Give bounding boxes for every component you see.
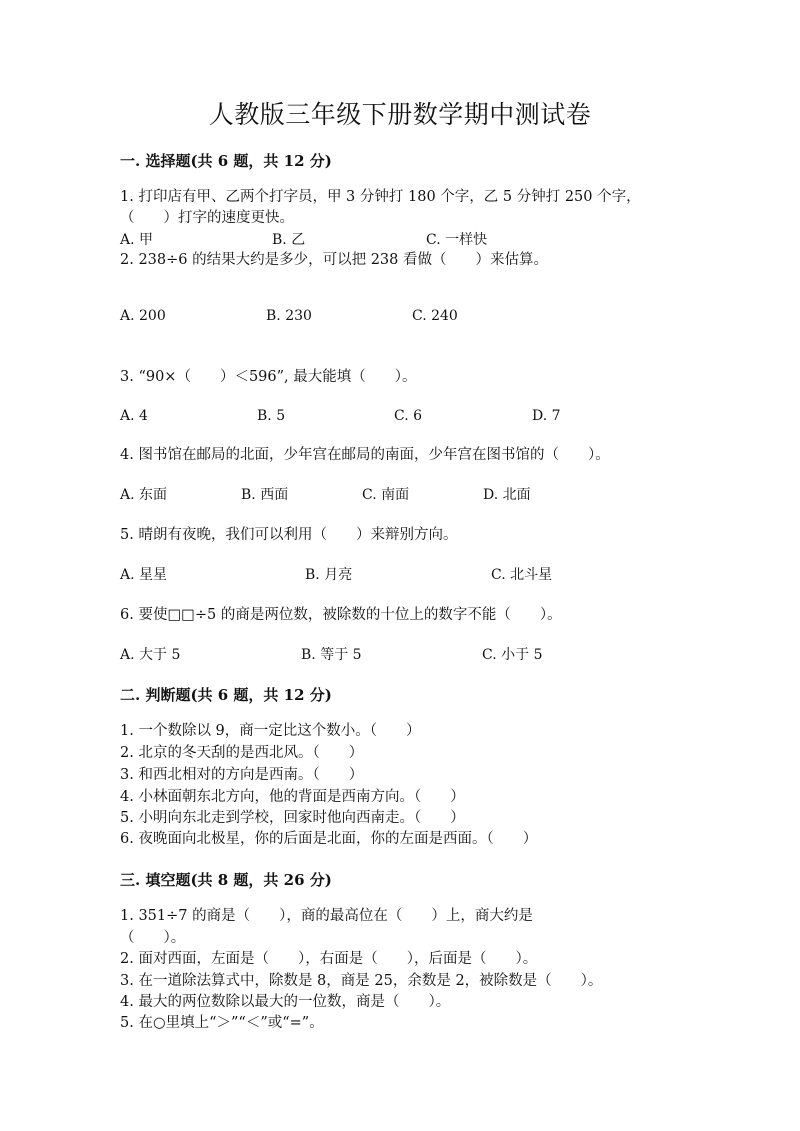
page-title: 人教版三年级下册数学期中测试卷 — [208, 100, 592, 129]
question-1-text-cont: （ ）打字的速度更快。 — [120, 210, 294, 226]
question-1-option-a: A. 甲 — [120, 232, 154, 248]
question-1-option-b: B. 乙 — [272, 232, 306, 248]
question-1-text: 1. 打印店有甲、乙两个打字员，甲 3 分钟打 180 个字，乙 5 分钟打 250 个字， — [120, 189, 641, 205]
question-2-option-b: B. 230 — [266, 308, 312, 324]
fill-item-5: 5. 在○里填上“＞”“＜”或“=”。 — [120, 1015, 324, 1031]
fill-item-1: 1. 351÷7 的商是（ ），商的最高位在（ ）上，商大约是 — [120, 908, 533, 924]
question-4-text: 4. 图书馆在邮局的北面，少年宫在邮局的南面，少年宫在图书馆的（ ）。 — [120, 447, 610, 463]
question-5-option-a: A. 星星 — [120, 567, 168, 583]
question-2-option-c: C. 240 — [412, 308, 458, 324]
section-heading-fill: 三. 填空题(共 8 题，共 26 分) — [120, 871, 332, 889]
question-6-option-b: B. 等于 5 — [301, 647, 362, 663]
section-heading-choice: 一. 选择题(共 6 题，共 12 分) — [120, 152, 332, 170]
question-4-option-b: B. 西面 — [241, 487, 289, 503]
question-5-text: 5. 晴朗有夜晚，我们可以利用（ ）来辩别方向。 — [120, 527, 458, 543]
question-3-option-c: C. 6 — [394, 408, 423, 424]
fill-item-2: 2. 面对西面，左面是（ ），右面是（ ），后面是（ ）。 — [120, 951, 538, 967]
question-4-option-d: D. 北面 — [483, 487, 531, 503]
section-heading-judgement: 二. 判断题(共 6 题，共 12 分) — [120, 686, 332, 704]
question-4-option-a: A. 东面 — [120, 487, 168, 503]
question-3-option-d: D. 7 — [532, 408, 561, 424]
question-3-option-a: A. 4 — [120, 408, 148, 424]
judgement-item-3: 3. 和西北相对的方向是西南。（ ） — [120, 767, 364, 783]
question-3-text: 3. “90×（ ）＜596”, 最大能填（ ）。 — [120, 369, 417, 385]
question-6-option-a: A. 大于 5 — [120, 647, 181, 663]
fill-item-1-cont: （ ）。 — [120, 930, 186, 946]
judgement-item-6: 6. 夜晚面向北极星，你的后面是北面，你的左面是西面。（ ） — [120, 831, 538, 847]
fill-item-4: 4. 最大的两位数除以最大的一位数，商是（ ）。 — [120, 994, 451, 1010]
question-4-option-c: C. 南面 — [362, 487, 410, 503]
judgement-item-2: 2. 北京的冬天刮的是西北风。（ ） — [120, 745, 364, 761]
question-6-option-c: C. 小于 5 — [482, 647, 543, 663]
judgement-item-1: 1. 一个数除以 9，商一定比这个数小。（ ） — [120, 723, 421, 739]
question-5-option-b: B. 月亮 — [305, 567, 353, 583]
question-2-option-a: A. 200 — [120, 308, 166, 324]
judgement-item-4: 4. 小林面朝东北方向，他的背面是西南方向。（ ） — [120, 789, 465, 805]
question-6-text: 6. 要使□□÷5 的商是两位数，被除数的十位上的数字不能（ ）。 — [120, 607, 562, 623]
question-2-text: 2. 238÷6 的结果大约是多少，可以把 238 看做（ ）来估算。 — [120, 252, 548, 268]
fill-item-3: 3. 在一道除法算式中，除数是 8，商是 25，余数是 2，被除数是（ ）。 — [120, 973, 603, 989]
judgement-item-5: 5. 小明向东北走到学校，回家时他向西南走。（ ） — [120, 810, 465, 826]
question-3-option-b: B. 5 — [257, 408, 286, 424]
question-5-option-c: C. 北斗星 — [491, 567, 553, 583]
question-1-option-c: C. 一样快 — [426, 232, 488, 248]
